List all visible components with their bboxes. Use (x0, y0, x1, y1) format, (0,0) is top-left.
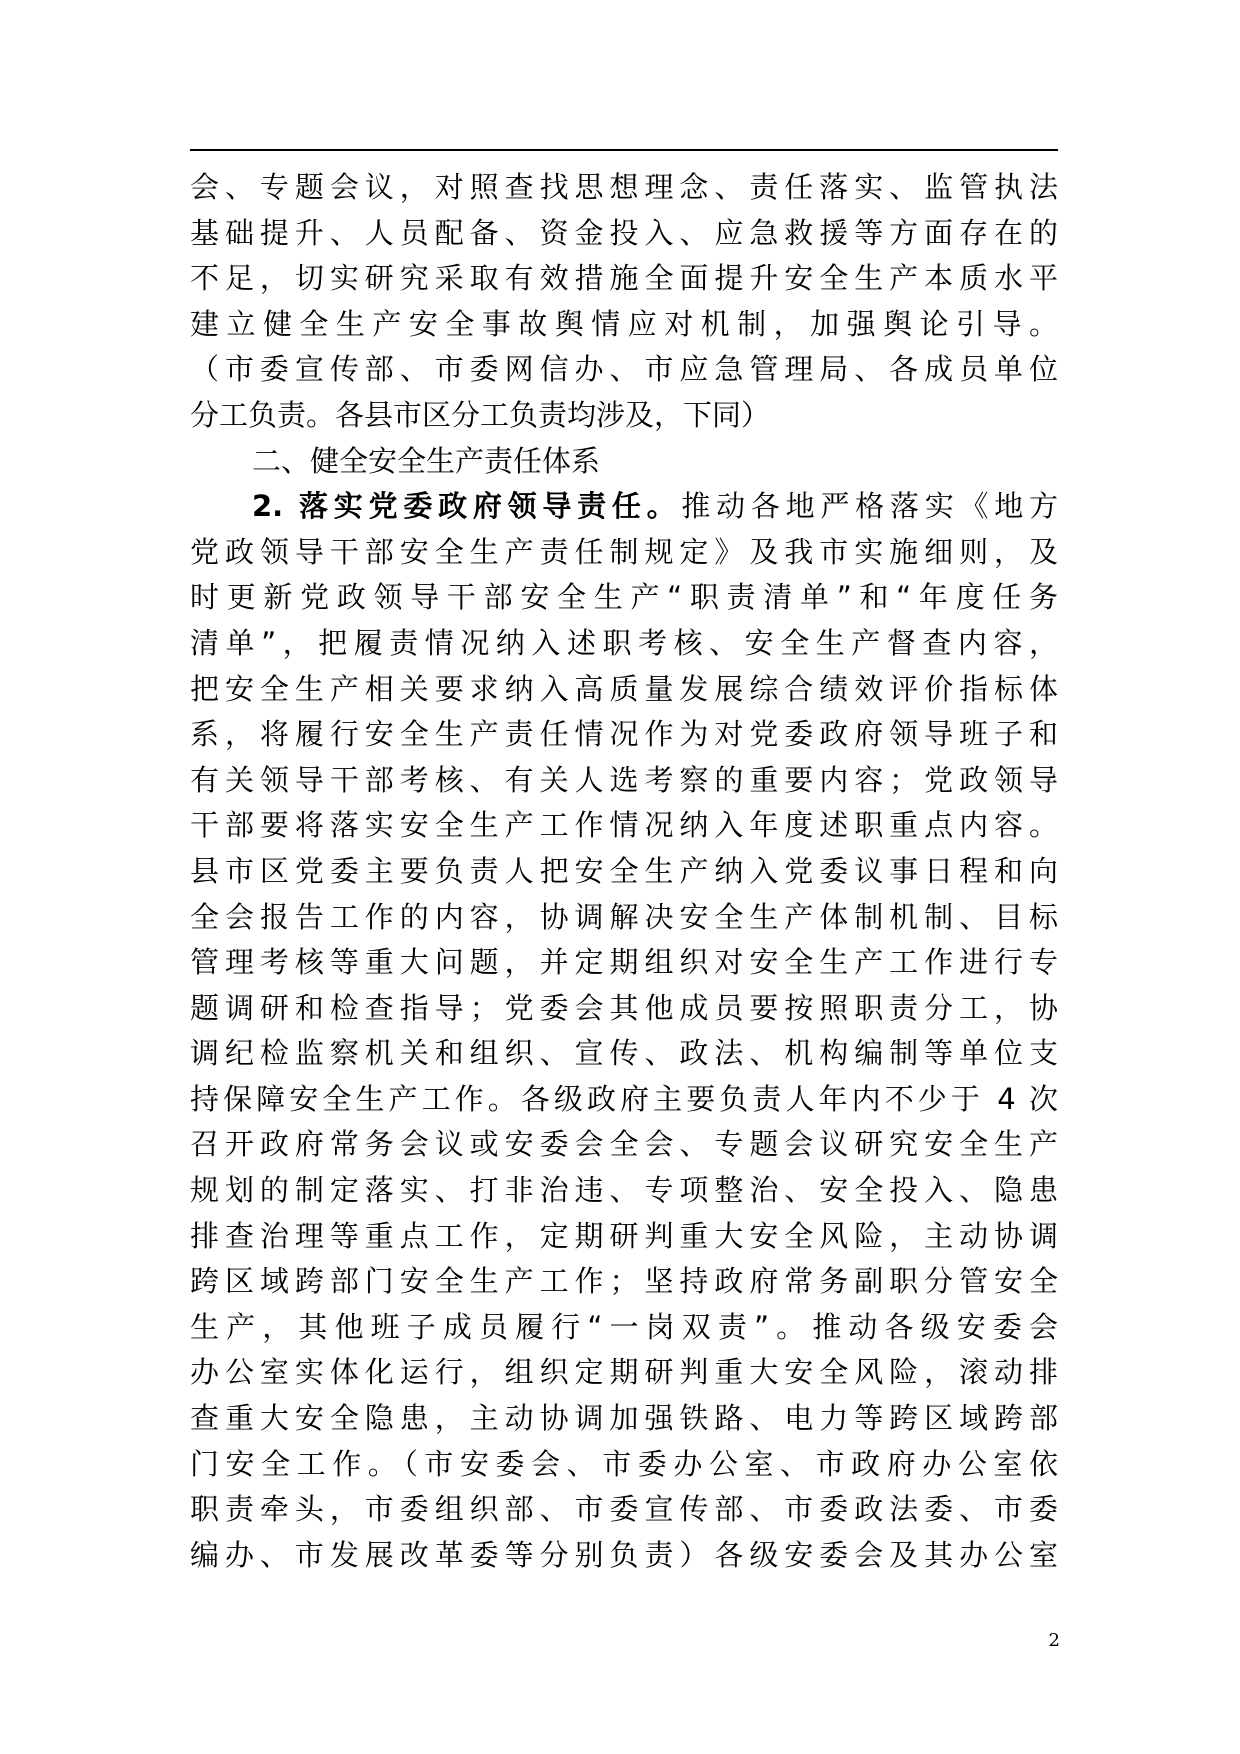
item-heading: 2. 落实党委政府领导责任。 (252, 489, 682, 524)
text-line: 分工负责。各县市区分工负责均涉及，下同） (190, 397, 771, 432)
text-line: 建立健全生产安全事故舆情应对机制，加强舆论引导。 (190, 306, 1058, 341)
text-line: 不足，切实研究采取有效措施全面提升安全生产本质水平 (190, 261, 1058, 296)
text-line: 编办、市发展改革委等分别负责）各级安委会及其办公室 (190, 1537, 1058, 1572)
text-line: 基础提升、人员配备、资金投入、应急救援等方面存在的 (190, 215, 1058, 250)
text-line: 召开政府常务会议或安委会全会、专题会议研究安全生产 (190, 1127, 1058, 1162)
text-line: 清单”，把履责情况纳入述职考核、安全生产督查内容， (190, 625, 1058, 660)
text-line: 排查治理等重点工作，定期研判重大安全风险，主动协调 (190, 1218, 1058, 1253)
text-line: 调纪检监察机关和组织、宣传、政法、机构编制等单位支 (190, 1036, 1058, 1071)
text-line: 时更新党政领导干部安全生产“职责清单”和“年度任务 (190, 580, 1058, 615)
text-line: 办公室实体化运行，组织定期研判重大安全风险，滚动排 (190, 1355, 1058, 1390)
text-line: 系，将履行安全生产责任情况作为对党委政府领导班子和 (190, 717, 1058, 752)
text-line: （市委宣传部、市委网信办、市应急管理局、各成员单位 (190, 352, 1058, 387)
text-line: 持保障安全生产工作。各级政府主要负责人年内不少于 4 次 (190, 1081, 1058, 1116)
text-line: 查重大安全隐患，主动协调加强铁路、电力等跨区域跨部 (190, 1401, 1058, 1436)
text-line: 干部要将落实安全生产工作情况纳入年度述职重点内容。 (190, 808, 1058, 843)
text-line: 规划的制定落实、打非治违、专项整治、安全投入、隐患 (190, 1173, 1058, 1208)
header-rule (190, 149, 1058, 151)
text-line: 生产，其他班子成员履行“一岗双责”。推动各级安委会 (190, 1309, 1058, 1344)
body-text (190, 165, 1058, 1578)
text-line: 县市区党委主要负责人把安全生产纳入党委议事日程和向 (190, 853, 1058, 888)
text-line: 门安全工作。（市安委会、市委办公室、市政府办公室依 (190, 1446, 1058, 1481)
text-line: 党政领导干部安全生产责任制规定》及我市实施细则，及 (190, 534, 1058, 569)
text-line: 题调研和检查指导；党委会其他成员要按照职责分工，协 (190, 990, 1058, 1025)
text-line: 职责牵头，市委组织部、市委宣传部、市委政法委、市委 (190, 1492, 1058, 1527)
text-line (190, 484, 1058, 530)
text-line: 跨区域跨部门安全生产工作；坚持政府常务副职分管安全 (190, 1264, 1058, 1299)
text-line: 把安全生产相关要求纳入高质量发展综合绩效评价指标体 (190, 671, 1058, 706)
page-number: 2 (1048, 1630, 1060, 1651)
text-line: 有关领导干部考核、有关人选考察的重要内容；党政领导 (190, 762, 1058, 797)
section-heading: 二、健全安全生产责任体系 (252, 443, 601, 478)
text-line: 会、专题会议，对照查找思想理念、责任落实、监管执法 (190, 170, 1058, 204)
text-line: 管理考核等重大问题，并定期组织对安全生产工作进行专 (190, 945, 1058, 980)
text-fragment: 推动各地严格落实《地方 (681, 489, 1058, 524)
text-line: 全会报告工作的内容，协调解决安全生产体制机制、目标 (190, 899, 1058, 934)
